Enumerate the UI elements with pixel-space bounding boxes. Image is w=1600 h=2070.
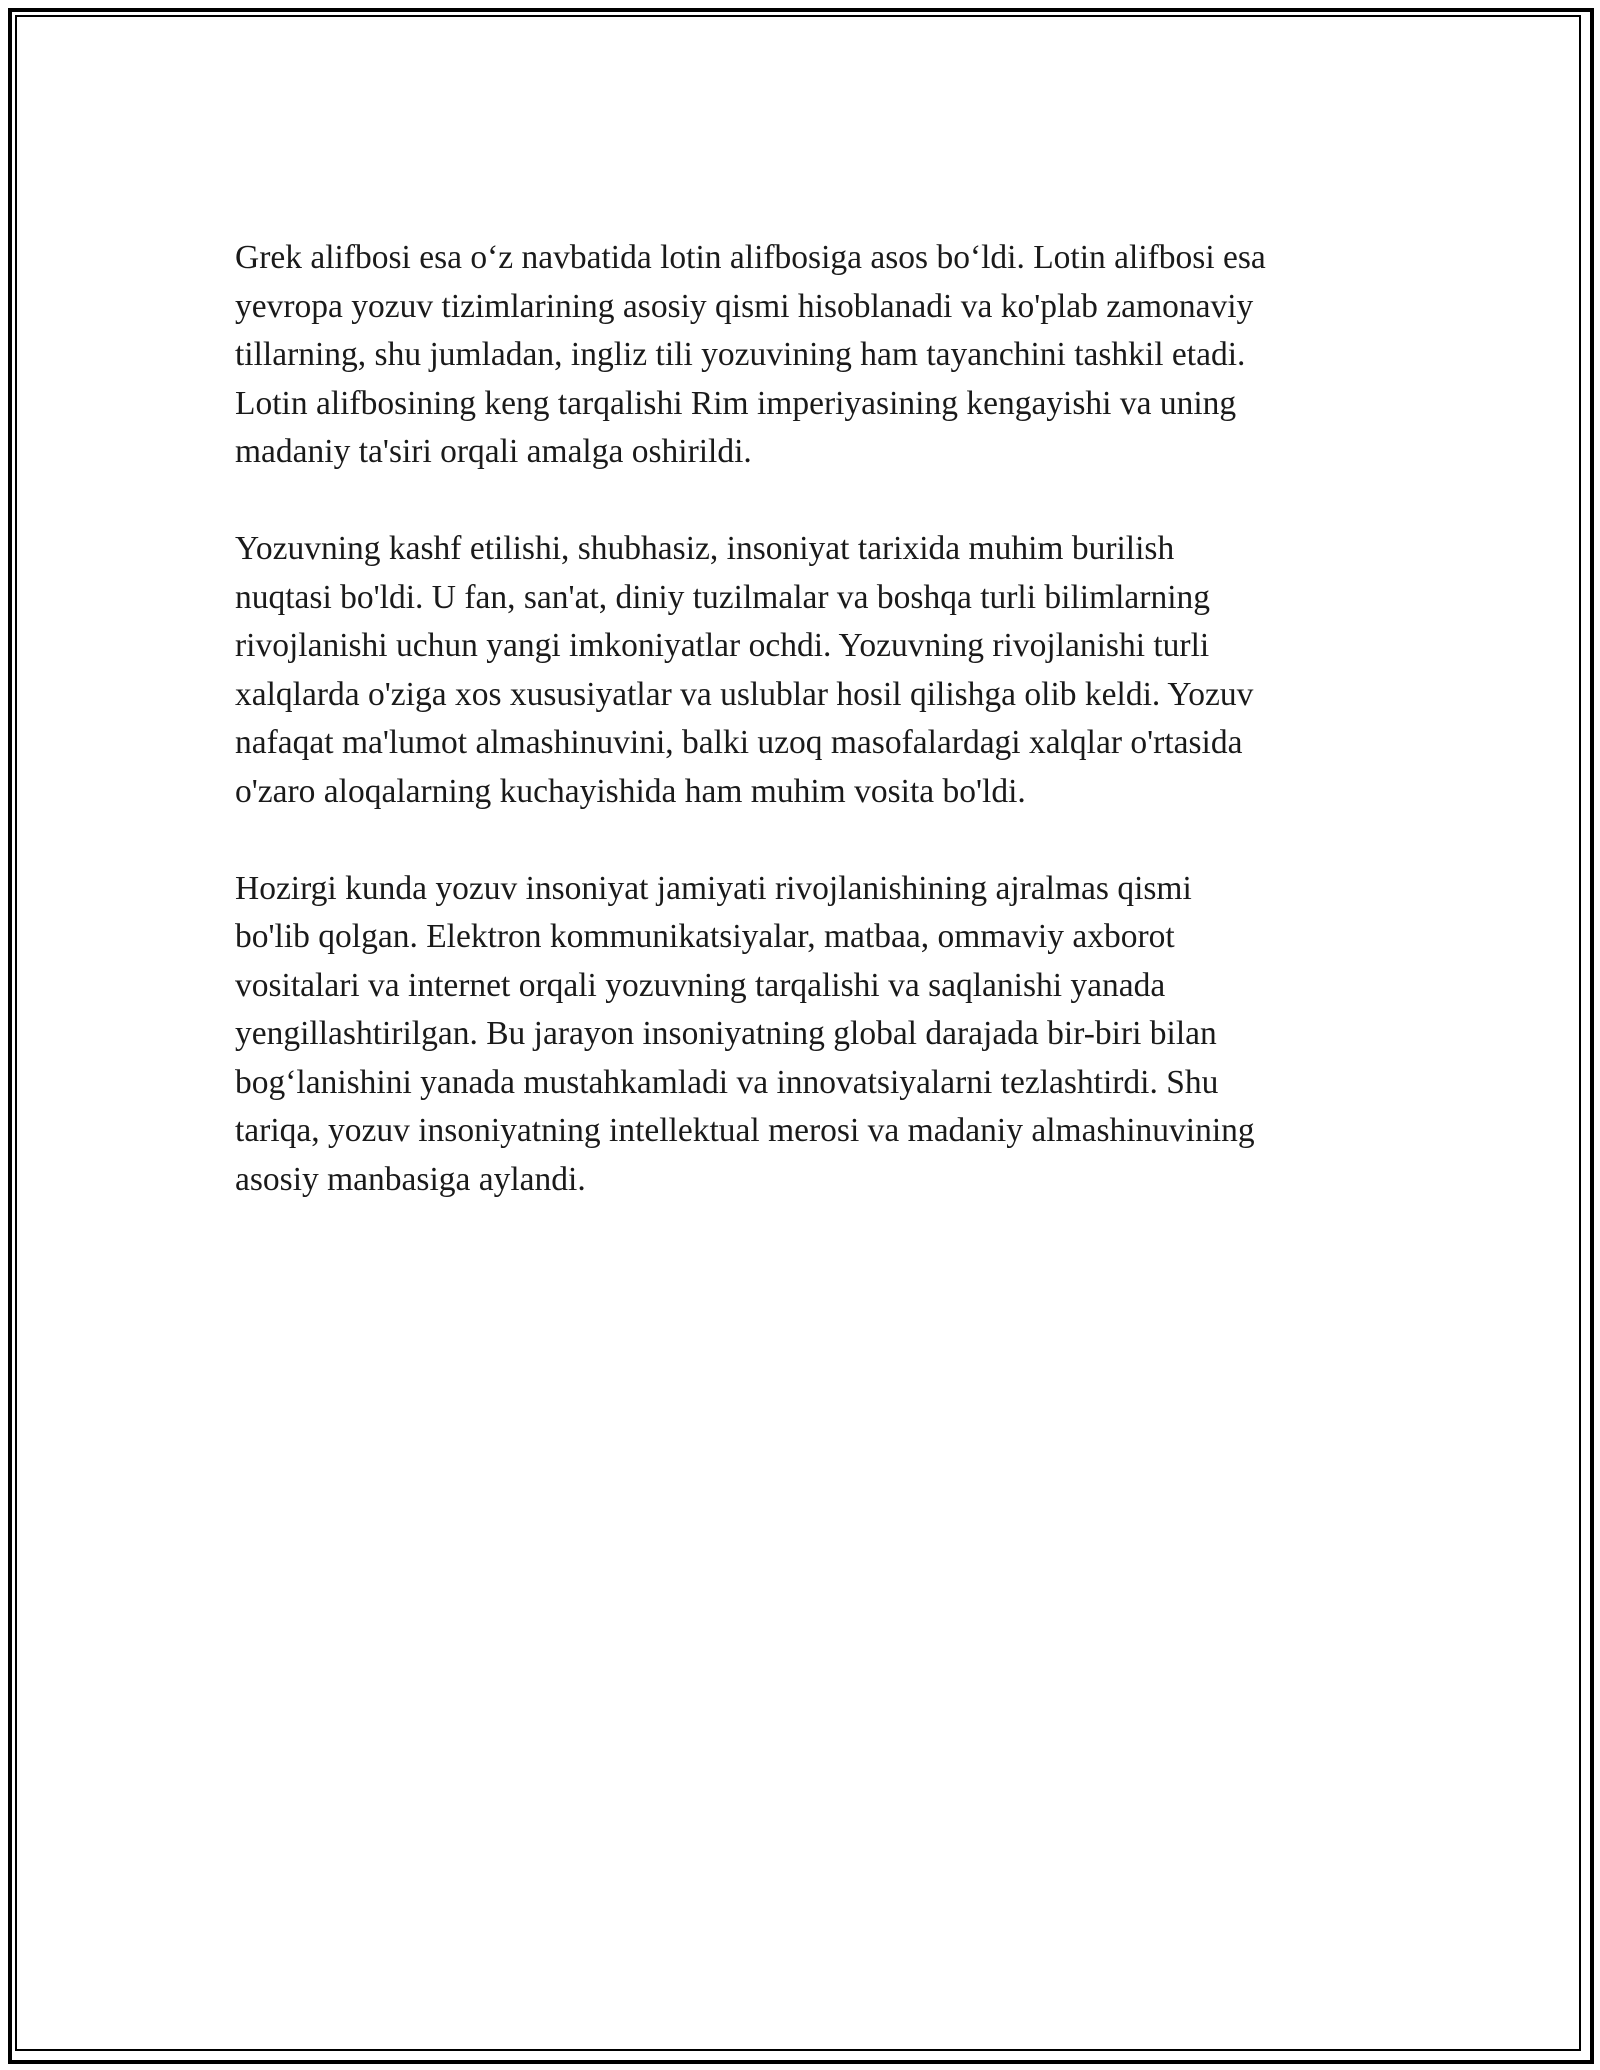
text-line: yengillashtirilgan. Bu jarayon insoniyatning global darajada bir-biri bilan xyxy=(235,1015,1217,1052)
text-line: bo'lib qolgan. Elektron kommunikatsiyalar, matbaa, ommaviy axborot xyxy=(235,918,1175,955)
paragraph xyxy=(235,234,1375,477)
text-line: tariqa, yozuv insoniyatning intellektual merosi va madaniy almashinuvining xyxy=(235,1112,1255,1149)
text-line: Hozirgi kunda yozuv insoniyat jamiyati rivojlanishining ajralmas qismi xyxy=(235,869,1192,907)
paragraph xyxy=(235,865,1375,1205)
text-line: nuqtasi bo'ldi. U fan, san'at, diniy tuzilmalar va boshqa turli bilimlarning xyxy=(235,578,1211,616)
text-line: Lotin alifbosining keng tarqalishi Rim imperiyasining kengayishi va uning xyxy=(235,384,1237,422)
text-line: yevropa yozuv tizimlarining asosiy qismi hisoblanadi va ko'plab zamonaviy xyxy=(235,287,1254,325)
text-line: bog‘lanishini yanada mustahkamladi va innovatsiyalarni tezlashtirdi. Shu xyxy=(235,1063,1219,1101)
text-line: tillarning, shu jumladan, ingliz tili yozuvining ham tayanchini tashkil etadi. xyxy=(235,336,1246,373)
text-line: xalqlarda o'ziga xos xususiyatlar va uslublar hosil qilishga olib keldi. Yozuv xyxy=(235,675,1254,713)
text-line: rivojlanishi uchun yangi imkoniyatlar ochdi. Yozuvning rivojlanishi turli xyxy=(235,627,1210,664)
text-line: madaniy ta'siri orqali amalga oshirildi. xyxy=(235,433,752,470)
paragraph xyxy=(235,525,1375,816)
text-line: Grek alifbosi esa o‘z navbatida lotin alifbosiga asos bo‘ldi. Lotin alifbosi esa xyxy=(235,239,1266,276)
text-line: Yozuvning kashf etilishi, shubhasiz, insoniyat tarixida muhim burilish xyxy=(235,530,1175,567)
text-line: o'zaro aloqalarning kuchayishida ham muhim vosita bo'ldi. xyxy=(235,772,1026,810)
text-line: asosiy manbasiga aylandi. xyxy=(235,1160,586,1198)
text-line: nafaqat ma'lumot almashinuvini, balki uzoq masofalardagi xalqlar o'rtasida xyxy=(235,724,1243,761)
text-line: vositalari va internet orqali yozuvning tarqalishi va saqlanishi yanada xyxy=(235,966,1166,1004)
document-body xyxy=(235,234,1375,1253)
